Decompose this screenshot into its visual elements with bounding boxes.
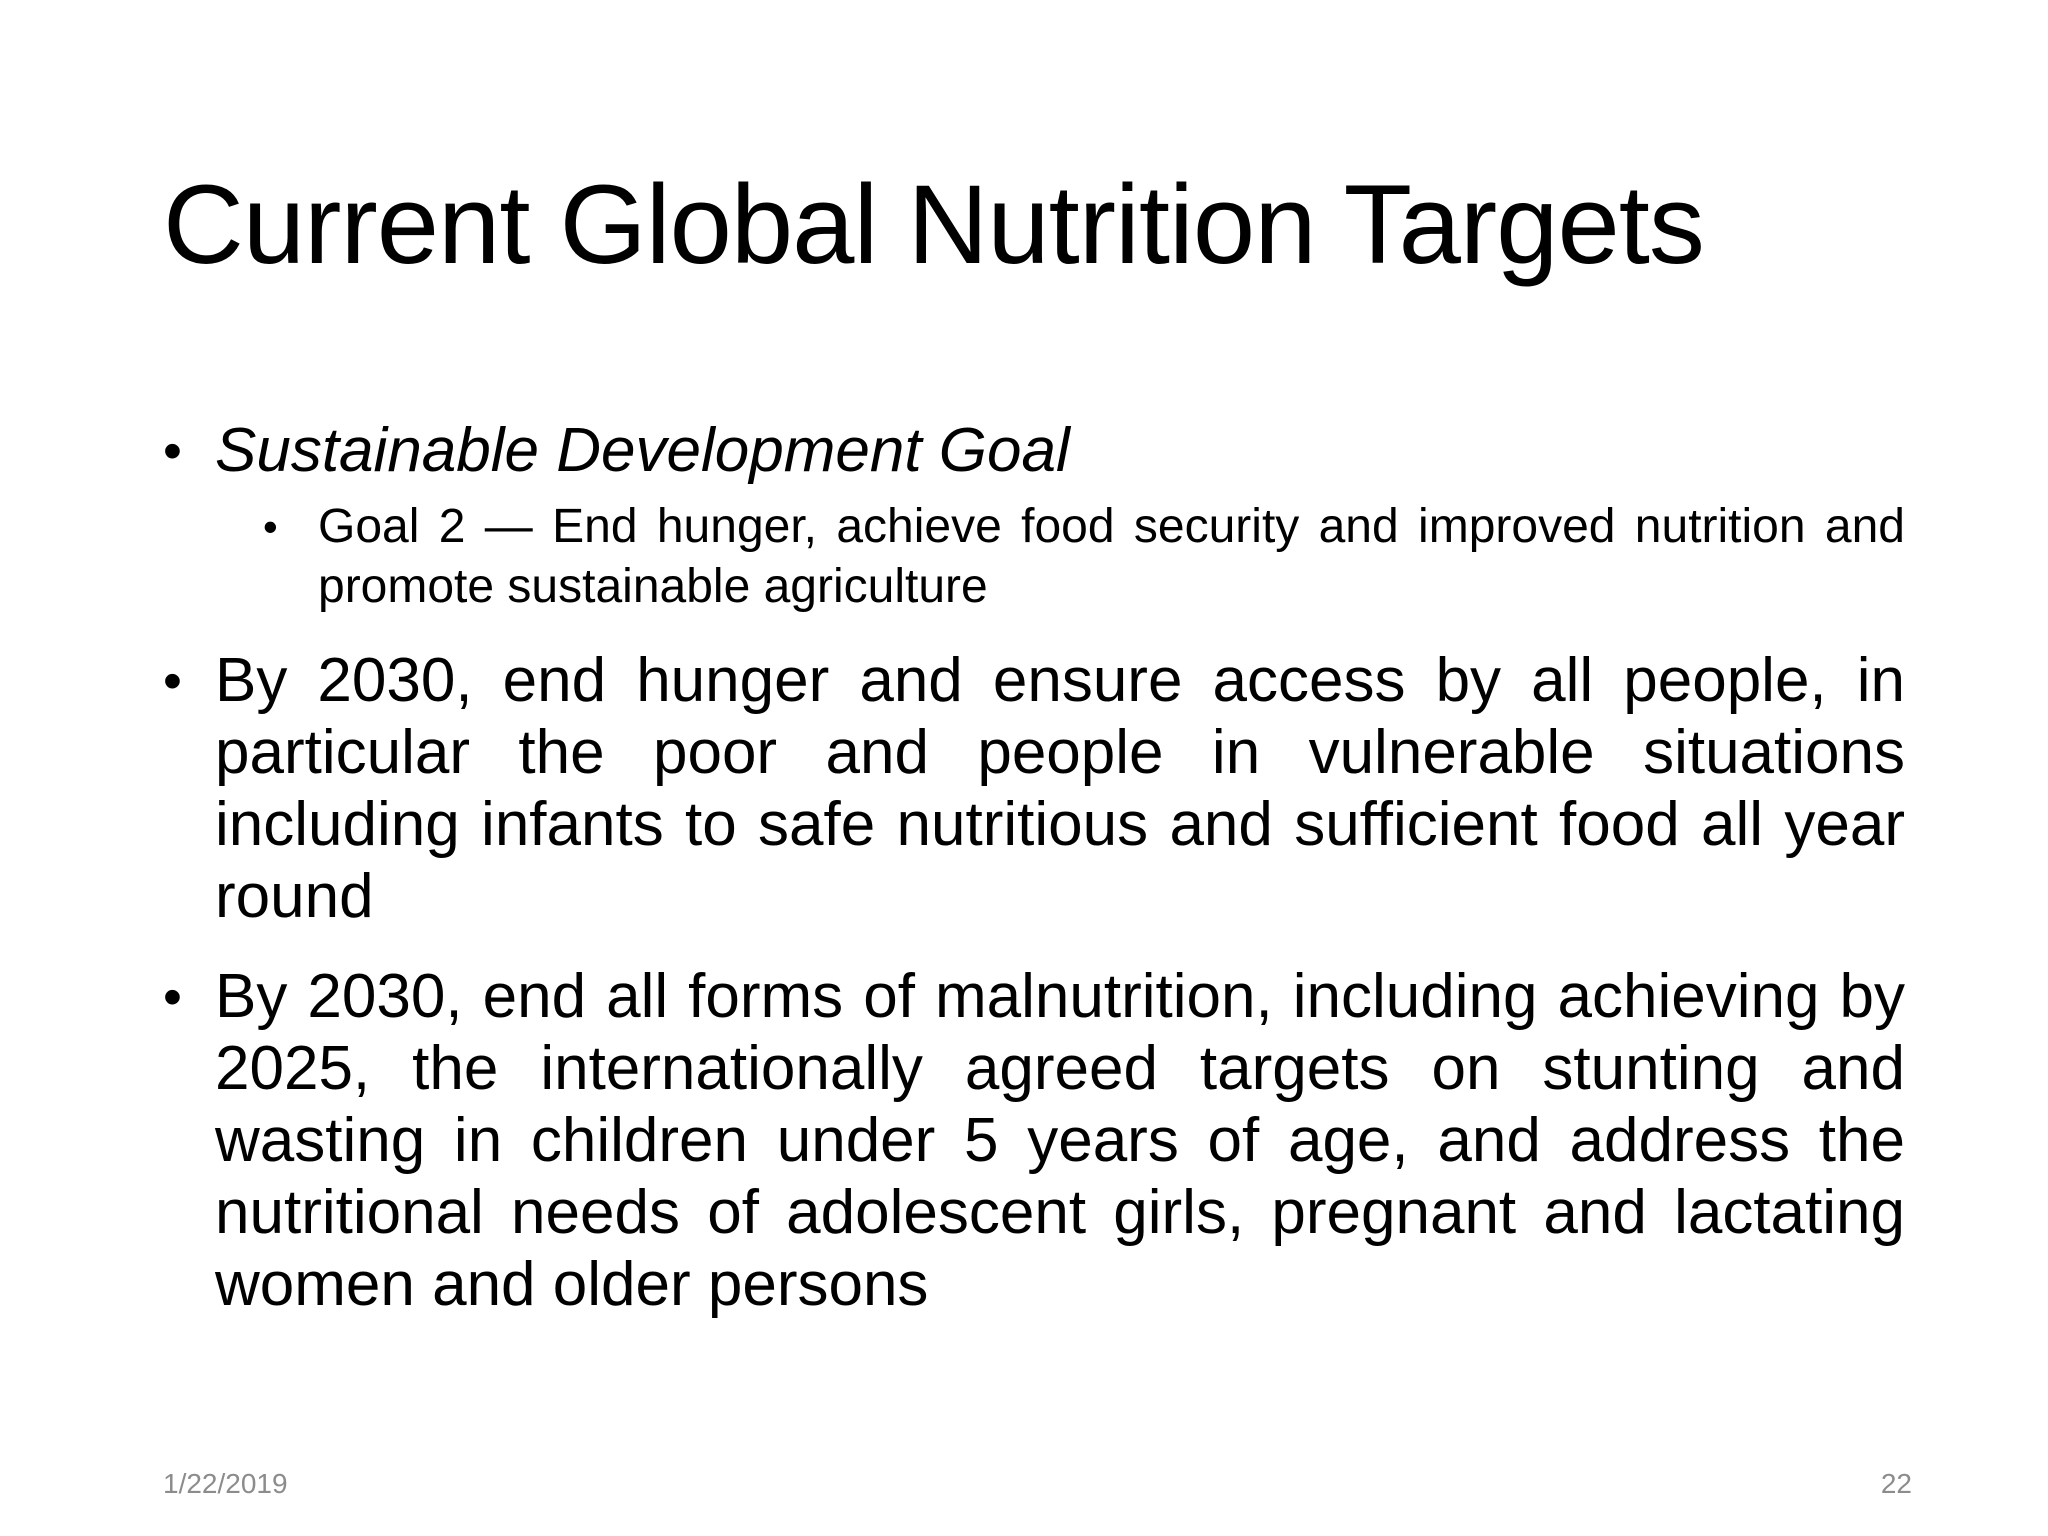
bullet-text: Sustainable Development Goal	[215, 416, 1070, 485]
sub-bullet-text: Goal 2 — End hunger, achieve food security and improved nutrition and promote sustainable agriculture	[318, 500, 1905, 613]
sub-bullet-item-goal-2	[263, 497, 1905, 617]
bullet-item-sdg	[163, 415, 1905, 487]
slide-title: Current Global Nutrition Targets	[163, 162, 1704, 287]
slide-number: 22	[1880, 1468, 1912, 1499]
sub-bullet-marker: •	[263, 503, 278, 550]
bullet-marker: •	[163, 967, 182, 1027]
bullet-text: By 2030, end all forms of malnutrition, including achieving by 2025, the internationally agreed targets on stunting and wasting in children under 5 years of age, and address the nutritional needs of adolescent girls, pregnant and lactating women and older persons	[215, 962, 1905, 1319]
footer-date: 1/22/2019	[163, 1468, 288, 1499]
bullet-list	[163, 415, 1905, 1321]
bullet-marker: •	[163, 651, 182, 711]
bullet-item-end-hunger	[163, 645, 1905, 933]
bullet-item-end-malnutrition	[163, 961, 1905, 1321]
bullet-marker: •	[163, 421, 182, 481]
bullet-text: By 2030, end hunger and ensure access by all people, in particular the poor and people in vulnerable situations including infants to safe nutritious and sufficient food all year round	[215, 646, 1905, 931]
